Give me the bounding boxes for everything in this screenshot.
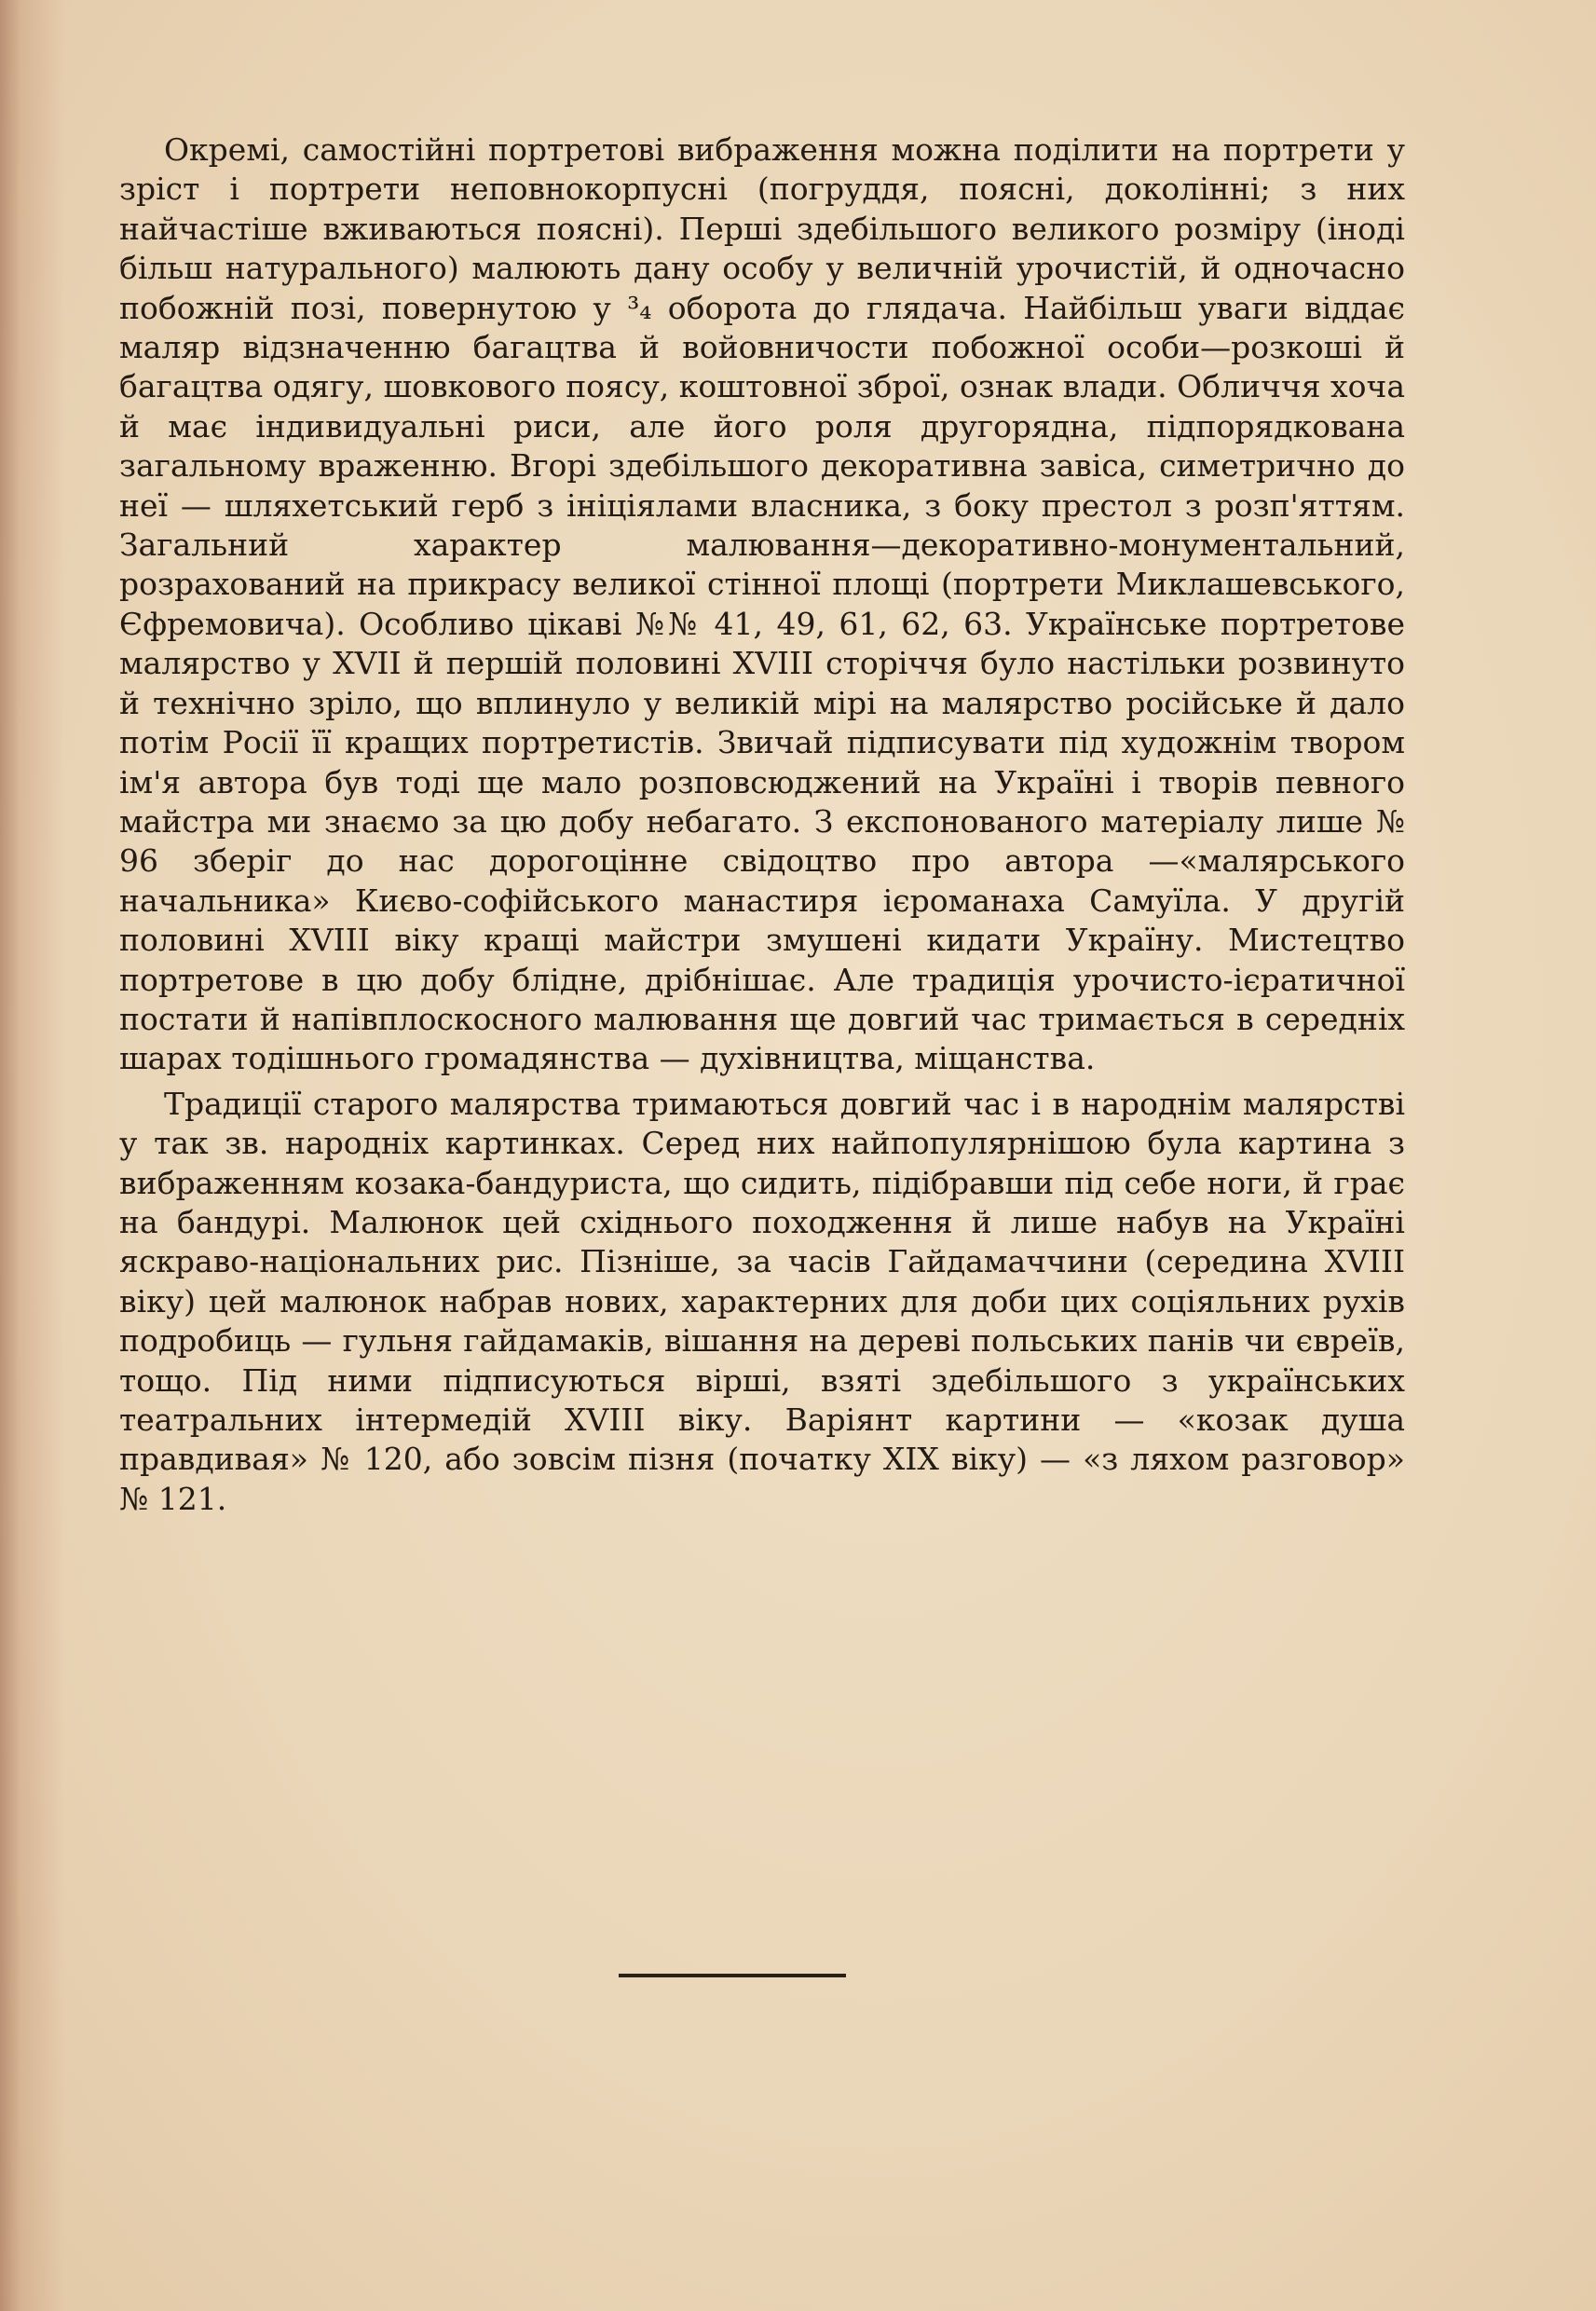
body-text xyxy=(119,130,1405,1519)
section-divider xyxy=(619,1974,846,1977)
paragraph-folk-painting: Традиції старого малярства тримаються довгий час і в народнім малярстві у так зв. народніх картинках. Серед них найпопулярнішою була картина з вибраженням козака-бандуриста, що сидить, підібравши під себе ноги, й грає на бандурі. Малюнок цей східнього походження й лише набув на Україні яскраво-національних рис. Пізніше, за часів Гайдамаччини (середина XVIII віку) цей малюнок набрав нових, характерних для доби цих соціяльних рухів подробиць — гульня гайдамаків, вішання на дереві польських панів чи євреїв, тощо. Під ними підписуються вірші, взяті здебільшого з українських театральних інтермедій XVIII віку. Варіянт картини — «козак душа правдивая» № 120, або зовсім пізня (початку XIX віку) — «з ляхом разговор» № 121. xyxy=(119,1085,1405,1517)
paragraph-portraits: Окремі, самостійні портретові вибраження можна поділити на портрети у зріст і портрети неповнокорпусні (погруддя, поясні, доколінні; з них найчастіше вживаються поясні). Перші здебільшого великого розміру (іноді більш натурального) малюють дану особу у величній урочистій, й одночасно побожній позі, повернутою у ³₄ оборота до глядача. Найбільш уваги віддає маляр відзначенню багацтва й войовничости побожної особи—розкоші й багацтва одягу, шовкового поясу, коштовної зброї, ознак влади. Обличчя хоча й має індивидуальні риси, але його роля другорядна, підпорядкована загальному враженню. Вгорі здебільшого декоративна завіса, симетрично до неї — шляхетський герб з ініціялами власника, з боку престол з розп'яттям. Загальний характер малювання—декоративно-монументальний, розрахований на прикрасу великої стінної площі (портрети Миклашевського, Єфремовича). Особливо цікаві №№ 41, 49, 61, 62, 63. Українське портретове малярство у XVII й першій половині XVIII сторіччя було настільки розвинуто й технічно зріло, що вплинуло у великій мірі на малярство російське й дало потім Росії її кращих портретистів. Звичай підписувати під художнім твором ім'я автора був тоді ще мало розповсюджений на Україні і творів певного майстра ми знаємо за цю добу небагато. З експонованого матеріалу лише № 96 зберіг до нас дорогоцінне свідоцтво про автора —«малярського начальника» Києво-софійського манастиря ієроманаха Самуїла. У другій половині XVIII віку кращі майстри змушені кидати Україну. Мистецтво портретове в цю добу блідне, дрібнішає. Але традиція урочисто-ієратичної постати й напівплоскосного малювання ще довгий час тримається в середніх шарах тодішнього громадянства — духівництва, міщанства. xyxy=(119,131,1405,1077)
